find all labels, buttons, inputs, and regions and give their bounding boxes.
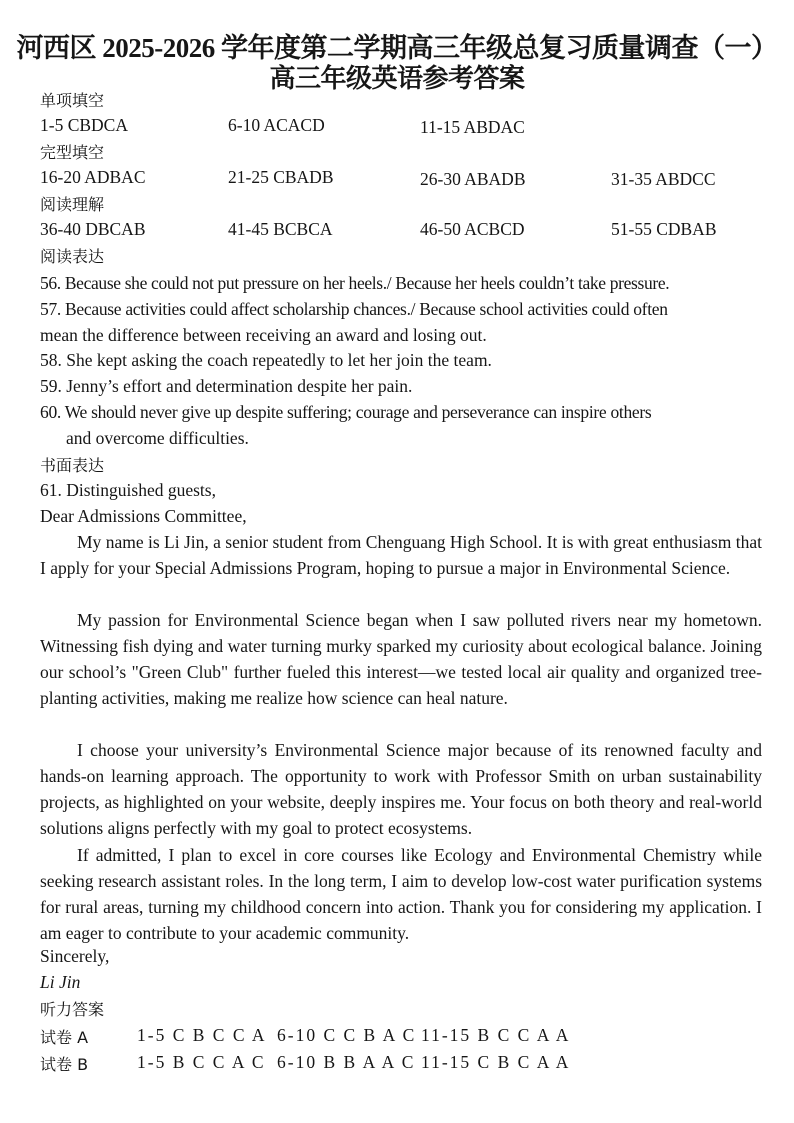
- writing-paragraph-1: My name is Li Jin, a senior student from Chenguang High School. It is with great enthusiasm that I apply for your Special Admissions Program, hoping to pursue a major in Environmental Science.: [40, 532, 762, 578]
- answer-group: 36-40 DBCAB: [40, 219, 146, 239]
- answer-group: 1-5 B C C A C: [137, 1052, 266, 1072]
- answer-group: 1-5 CBDCA: [40, 115, 128, 135]
- answer-line-59: 59. Jenny’s effort and determination despite her pain.: [40, 376, 413, 396]
- answer-group: 46-50 ACBCD: [420, 219, 525, 239]
- writing-salutation: Dear Admissions Committee,: [40, 506, 247, 526]
- document-subtitle: 高三年级英语参考答案: [269, 64, 525, 93]
- answer-line-57-cont: mean the difference between receiving an award and losing out.: [40, 325, 487, 345]
- listening-row-a: [40, 1025, 780, 1051]
- answer-row-cloze: [40, 167, 780, 193]
- writing-signature: Li Jin: [40, 972, 81, 992]
- writing-closing: Sincerely,: [40, 946, 110, 966]
- writing-paragraph-4: If admitted, I plan to excel in core courses like Ecology and Environmental Chemistry while seeking research assistant roles. In the long term, I aim to develop low-cost water purification systems for rural areas, turning my childhood concern into action. Thank you for considering my application. I am eager to contribute to your academic community.: [40, 845, 762, 943]
- answer-group: 16-20 ADBAC: [40, 167, 146, 187]
- answer-line-60: 60. We should never give up despite suffering; courage and perseverance can inspire others: [40, 402, 652, 422]
- document-title: 河西区 2025-2026 学年度第二学期高三年级总复习质量调查（一）: [16, 33, 778, 63]
- answer-line-56: 56. Because she could not put pressure on her heels./ Because her heels couldn’t take pressure.: [40, 273, 670, 293]
- paper-label: 试卷 A: [40, 1028, 89, 1047]
- answer-group: 6-10 C C B A C: [277, 1025, 417, 1045]
- answer-line-58: 58. She kept asking the coach repeatedly to let her join the team.: [40, 350, 492, 370]
- answer-group: 1-5 C B C C A: [137, 1025, 267, 1045]
- writing-paragraph-3: I choose your university’s Environmental Science major because of its renowned faculty and hands-on learning approach. The opportunity to work with Professor Smith on urban sustainability projects, as highlighted on your website, deeply inspires me. Your focus on both theory and real-world solutions aligns perfectly with my goal to protect ecosystems.: [40, 740, 762, 838]
- answer-group: 31-35 ABDCC: [611, 169, 716, 189]
- answer-group: 6-10 B B A A C: [277, 1052, 416, 1072]
- answer-row-single-choice: [40, 115, 780, 141]
- answer-group: 26-30 ABADB: [420, 169, 526, 189]
- listening-row-b: [40, 1052, 780, 1078]
- answer-group: 11-15 B C C A A: [421, 1025, 571, 1045]
- section-heading-writing: 书面表达: [40, 456, 105, 475]
- answer-line-60-cont: and overcome difficulties.: [66, 428, 249, 448]
- section-heading-listening: 听力答案: [40, 1000, 105, 1019]
- answer-group: 41-45 BCBCA: [228, 219, 333, 239]
- answer-row-reading: [40, 219, 780, 245]
- section-heading-reading: 阅读理解: [40, 195, 105, 214]
- section-heading-cloze: 完型填空: [40, 143, 105, 162]
- answer-group: 6-10 ACACD: [228, 115, 325, 135]
- answer-group: 11-15 C B C A A: [421, 1052, 571, 1072]
- section-heading-reading-expression: 阅读表达: [40, 247, 105, 266]
- section-heading-single-choice: 单项填空: [40, 91, 105, 110]
- answer-group: 21-25 CBADB: [228, 167, 334, 187]
- paper-label: 试卷 B: [40, 1055, 89, 1074]
- answer-group: 51-55 CDBAB: [611, 219, 717, 239]
- writing-number: 61. Distinguished guests,: [40, 480, 216, 500]
- answer-line-57: 57. Because activities could affect scholarship chances./ Because school activities could often: [40, 299, 668, 319]
- answer-group: 11-15 ABDAC: [420, 117, 525, 137]
- writing-paragraph-2: My passion for Environmental Science began when I saw polluted rivers near my hometown. Witnessing fish dying and water turning murky sparked my curiosity about ecological balance. Joining our school’s "Green Club" further fueled this interest—we tested local air quality and organized tree-planting activities, making me realize how science can heal nature.: [40, 610, 762, 708]
